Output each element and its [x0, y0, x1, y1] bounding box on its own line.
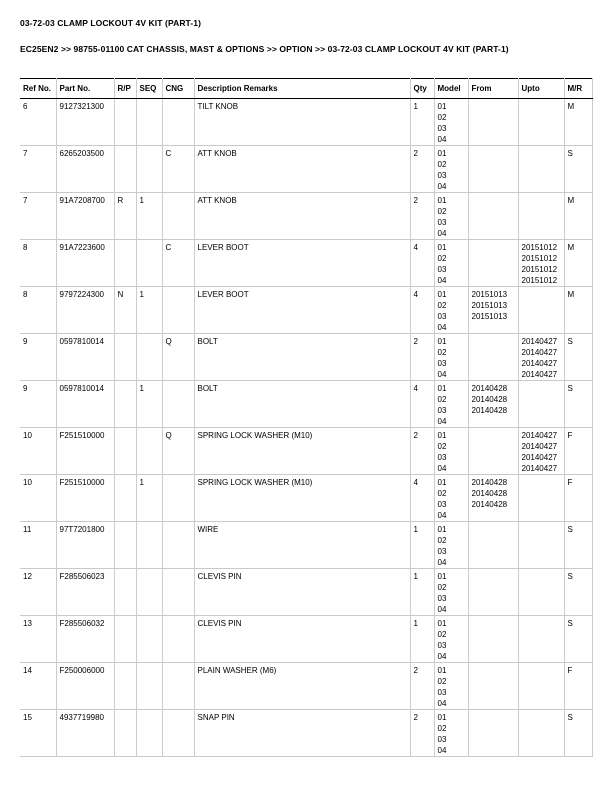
cell-part-no: 91A7223600: [56, 240, 114, 287]
cell-cng: [162, 193, 194, 240]
header-row: [20, 79, 592, 99]
cell-from-line: 20140428: [471, 406, 508, 415]
cell-from: [468, 616, 518, 663]
cell-description: BOLT: [194, 334, 410, 381]
cell-upto: [518, 522, 564, 569]
cell-rp: N: [114, 287, 136, 334]
cell-upto: [518, 569, 564, 616]
cell-from: [468, 381, 518, 428]
cell-mr: S: [564, 334, 592, 381]
cell-mr: S: [564, 381, 592, 428]
cell-upto: [518, 334, 564, 381]
cell-mr: M: [564, 99, 592, 146]
cell-seq: 1: [136, 193, 162, 240]
cell-part-no: 0597810014: [56, 334, 114, 381]
cell-model-line: 04: [437, 558, 447, 567]
cell-ref-no: 10: [20, 475, 56, 522]
cell-from: [468, 428, 518, 475]
cell-model-line: 03: [437, 312, 447, 321]
cell-mr: F: [564, 428, 592, 475]
cell-qty: 1: [410, 569, 434, 616]
cell-model-line: 04: [437, 229, 447, 238]
cell-model-line: 02: [437, 160, 447, 169]
cell-model-line: 01: [437, 713, 447, 722]
cell-model-line: 01: [437, 196, 447, 205]
cell-qty: 4: [410, 240, 434, 287]
cell-cng: [162, 475, 194, 522]
cell-upto: [518, 663, 564, 710]
cell-upto: [518, 146, 564, 193]
cell-upto-line: 20151012: [521, 254, 558, 263]
cell-qty: 4: [410, 475, 434, 522]
cell-seq: [136, 710, 162, 757]
cell-upto-line: 20140427: [521, 431, 558, 440]
cell-from-line: 20140428: [471, 500, 508, 509]
cell-upto: [518, 99, 564, 146]
cell-model-line: 03: [437, 547, 447, 556]
cell-part-no: F285506023: [56, 569, 114, 616]
cell-mr: F: [564, 475, 592, 522]
cell-model-line: 03: [437, 171, 447, 180]
cell-from: [468, 334, 518, 381]
cell-description: ATT KNOB: [194, 193, 410, 240]
cell-mr: S: [564, 146, 592, 193]
cell-seq: [136, 522, 162, 569]
cell-description: CLEVIS PIN: [194, 569, 410, 616]
cell-part-no: F250006000: [56, 663, 114, 710]
cell-model-line: 04: [437, 135, 447, 144]
table-row: [20, 146, 592, 193]
cell-mr: M: [564, 287, 592, 334]
cell-description: TILT KNOB: [194, 99, 410, 146]
cell-model-line: 02: [437, 724, 447, 733]
column-header-from: From: [468, 79, 518, 99]
cell-seq: [136, 334, 162, 381]
cell-mr: S: [564, 616, 592, 663]
cell-qty: 1: [410, 616, 434, 663]
cell-ref-no: 13: [20, 616, 56, 663]
cell-from-line: 20140428: [471, 478, 508, 487]
cell-qty: 2: [410, 663, 434, 710]
cell-model: [434, 99, 468, 146]
cell-from: [468, 710, 518, 757]
cell-part-no: 6265203500: [56, 146, 114, 193]
cell-from-line: 20151013: [471, 312, 508, 321]
cell-qty: 4: [410, 381, 434, 428]
cell-mr: M: [564, 240, 592, 287]
cell-description: WIRE: [194, 522, 410, 569]
cell-model-line: 02: [437, 536, 447, 545]
column-header-ref-no: Ref No.: [20, 79, 56, 99]
cell-model-line: 02: [437, 583, 447, 592]
cell-upto-line: 20140427: [521, 337, 558, 346]
cell-ref-no: 15: [20, 710, 56, 757]
cell-seq: [136, 146, 162, 193]
table-row: [20, 334, 592, 381]
cell-from: [468, 475, 518, 522]
cell-ref-no: 12: [20, 569, 56, 616]
cell-part-no: 9797224300: [56, 287, 114, 334]
cell-model: [434, 381, 468, 428]
cell-upto: [518, 193, 564, 240]
cell-from: [468, 287, 518, 334]
cell-model-line: 01: [437, 102, 447, 111]
cell-cng: [162, 381, 194, 428]
table-row: [20, 475, 592, 522]
cell-model: [434, 663, 468, 710]
cell-seq: 1: [136, 475, 162, 522]
cell-model-line: 04: [437, 182, 447, 191]
column-header-model: Model: [434, 79, 468, 99]
cell-model-line: 01: [437, 337, 447, 346]
column-header-seq: SEQ: [136, 79, 162, 99]
cell-model-line: 03: [437, 453, 447, 462]
cell-model: [434, 569, 468, 616]
cell-cng: Q: [162, 334, 194, 381]
cell-model-line: 02: [437, 677, 447, 686]
cell-cng: Q: [162, 428, 194, 475]
cell-from: [468, 569, 518, 616]
cell-model-line: 04: [437, 417, 447, 426]
table-row: [20, 99, 592, 146]
cell-cng: [162, 569, 194, 616]
page-title: 03-72-03 CLAMP LOCKOUT 4V KIT (PART-1): [20, 18, 202, 28]
cell-ref-no: 7: [20, 146, 56, 193]
cell-model-line: 01: [437, 525, 447, 534]
cell-part-no: 97T7201800: [56, 522, 114, 569]
cell-model: [434, 146, 468, 193]
cell-model-line: 02: [437, 348, 447, 357]
cell-model-line: 01: [437, 290, 447, 299]
cell-from: [468, 146, 518, 193]
cell-part-no: F251510000: [56, 428, 114, 475]
cell-part-no: 4937719980: [56, 710, 114, 757]
cell-model-line: 03: [437, 406, 447, 415]
cell-ref-no: 7: [20, 193, 56, 240]
cell-cng: C: [162, 146, 194, 193]
cell-from: [468, 522, 518, 569]
cell-description: CLEVIS PIN: [194, 616, 410, 663]
cell-qty: 1: [410, 99, 434, 146]
cell-model: [434, 710, 468, 757]
cell-upto: [518, 616, 564, 663]
cell-cng: [162, 522, 194, 569]
cell-upto: [518, 710, 564, 757]
cell-rp: [114, 381, 136, 428]
cell-part-no: F285506032: [56, 616, 114, 663]
cell-qty: 2: [410, 710, 434, 757]
cell-ref-no: 9: [20, 334, 56, 381]
cell-ref-no: 8: [20, 287, 56, 334]
cell-upto-line: 20151012: [521, 276, 558, 285]
cell-model-line: 01: [437, 431, 447, 440]
cell-model-line: 03: [437, 500, 447, 509]
cell-model-line: 04: [437, 746, 447, 755]
cell-cng: [162, 710, 194, 757]
cell-description: LEVER BOOT: [194, 287, 410, 334]
cell-upto-line: 20151012: [521, 265, 558, 274]
cell-model-line: 02: [437, 630, 447, 639]
cell-upto-line: 20140427: [521, 359, 558, 368]
cell-mr: S: [564, 522, 592, 569]
cell-qty: 2: [410, 146, 434, 193]
cell-rp: [114, 146, 136, 193]
cell-model-line: 01: [437, 149, 447, 158]
table-row: [20, 522, 592, 569]
cell-upto-line: 20140427: [521, 464, 558, 473]
column-header-mr: M/R: [564, 79, 592, 99]
cell-upto: [518, 475, 564, 522]
cell-seq: [136, 99, 162, 146]
cell-model-line: 02: [437, 442, 447, 451]
cell-rp: [114, 616, 136, 663]
cell-rp: [114, 569, 136, 616]
column-header-cng: CNG: [162, 79, 194, 99]
cell-upto: [518, 287, 564, 334]
cell-part-no: 91A7208700: [56, 193, 114, 240]
table-row: [20, 381, 592, 428]
cell-rp: [114, 710, 136, 757]
cell-mr: M: [564, 193, 592, 240]
cell-ref-no: 9: [20, 381, 56, 428]
cell-seq: [136, 616, 162, 663]
table-row: [20, 287, 592, 334]
cell-description: SPRING LOCK WASHER (M10): [194, 428, 410, 475]
cell-ref-no: 14: [20, 663, 56, 710]
cell-model-line: 02: [437, 207, 447, 216]
cell-model-line: 02: [437, 301, 447, 310]
column-header-rp: R/P: [114, 79, 136, 99]
cell-cng: C: [162, 240, 194, 287]
cell-seq: [136, 569, 162, 616]
column-header-upto: Upto: [518, 79, 564, 99]
cell-model: [434, 475, 468, 522]
cell-qty: 4: [410, 287, 434, 334]
cell-model-line: 03: [437, 124, 447, 133]
cell-description: SPRING LOCK WASHER (M10): [194, 475, 410, 522]
cell-upto: [518, 381, 564, 428]
cell-rp: [114, 334, 136, 381]
cell-model-line: 02: [437, 395, 447, 404]
table-row: [20, 663, 592, 710]
cell-cng: [162, 663, 194, 710]
cell-model-line: 03: [437, 735, 447, 744]
cell-from: [468, 193, 518, 240]
cell-from: [468, 99, 518, 146]
cell-cng: [162, 287, 194, 334]
cell-from-line: 20140428: [471, 395, 508, 404]
cell-rp: [114, 99, 136, 146]
cell-model-line: 04: [437, 605, 447, 614]
cell-from: [468, 663, 518, 710]
cell-model-line: 01: [437, 384, 447, 393]
cell-model-line: 02: [437, 113, 447, 122]
parts-table: [20, 78, 593, 757]
cell-model-line: 03: [437, 359, 447, 368]
cell-model-line: 04: [437, 699, 447, 708]
table-row: [20, 240, 592, 287]
cell-upto-line: 20140427: [521, 370, 558, 379]
cell-upto-line: 20140427: [521, 453, 558, 462]
cell-description: SNAP PIN: [194, 710, 410, 757]
cell-rp: R: [114, 193, 136, 240]
cell-model: [434, 287, 468, 334]
cell-upto: [518, 240, 564, 287]
cell-upto-line: 20140427: [521, 348, 558, 357]
cell-model: [434, 334, 468, 381]
cell-ref-no: 6: [20, 99, 56, 146]
column-header-part-no: Part No.: [56, 79, 114, 99]
cell-rp: [114, 475, 136, 522]
cell-seq: [136, 663, 162, 710]
cell-model-line: 03: [437, 265, 447, 274]
cell-from-line: 20140428: [471, 489, 508, 498]
cell-from-line: 20151013: [471, 301, 508, 310]
cell-seq: 1: [136, 287, 162, 334]
cell-mr: F: [564, 663, 592, 710]
cell-mr: S: [564, 569, 592, 616]
cell-description: PLAIN WASHER (M6): [194, 663, 410, 710]
cell-from: [468, 240, 518, 287]
cell-model-line: 01: [437, 666, 447, 675]
cell-mr: S: [564, 710, 592, 757]
cell-from-line: 20151013: [471, 290, 508, 299]
cell-qty: 1: [410, 522, 434, 569]
table-row: [20, 710, 592, 757]
cell-model-line: 02: [437, 489, 447, 498]
cell-seq: [136, 240, 162, 287]
cell-rp: [114, 428, 136, 475]
cell-model-line: 01: [437, 572, 447, 581]
cell-qty: 2: [410, 193, 434, 240]
cell-seq: 1: [136, 381, 162, 428]
cell-model-line: 01: [437, 619, 447, 628]
parts-table-header: [20, 79, 592, 99]
cell-upto: [518, 428, 564, 475]
cell-model-line: 01: [437, 478, 447, 487]
cell-ref-no: 8: [20, 240, 56, 287]
cell-part-no: 0597810014: [56, 381, 114, 428]
cell-model: [434, 240, 468, 287]
cell-model: [434, 616, 468, 663]
cell-model: [434, 522, 468, 569]
cell-model-line: 03: [437, 641, 447, 650]
cell-upto-line: 20140427: [521, 442, 558, 451]
cell-description: ATT KNOB: [194, 146, 410, 193]
cell-model-line: 04: [437, 511, 447, 520]
cell-part-no: 9127321300: [56, 99, 114, 146]
cell-model-line: 02: [437, 254, 447, 263]
cell-model: [434, 428, 468, 475]
cell-model: [434, 193, 468, 240]
cell-model-line: 01: [437, 243, 447, 252]
cell-model-line: 04: [437, 323, 447, 332]
cell-model-line: 03: [437, 688, 447, 697]
cell-qty: 2: [410, 334, 434, 381]
cell-cng: [162, 99, 194, 146]
column-header-description: Description Remarks: [194, 79, 410, 99]
cell-cng: [162, 616, 194, 663]
cell-part-no: F251510000: [56, 475, 114, 522]
cell-rp: [114, 663, 136, 710]
cell-model-line: 03: [437, 218, 447, 227]
table-row: [20, 616, 592, 663]
cell-model-line: 04: [437, 464, 447, 473]
breadcrumb: EC25EN2 >> 98755-01100 CAT CHASSIS, MAST & OPTIONS >> OPTION >> 03-72-03 CLAMP LOCKOUT 4V KIT (PART-1): [20, 44, 509, 54]
cell-ref-no: 11: [20, 522, 56, 569]
cell-rp: [114, 240, 136, 287]
parts-table-body: [20, 99, 592, 757]
cell-description: LEVER BOOT: [194, 240, 410, 287]
cell-model-line: 03: [437, 594, 447, 603]
cell-upto-line: 20151012: [521, 243, 558, 252]
cell-model-line: 04: [437, 370, 447, 379]
cell-ref-no: 10: [20, 428, 56, 475]
table-row: [20, 428, 592, 475]
cell-model-line: 04: [437, 652, 447, 661]
cell-from-line: 20140428: [471, 384, 508, 393]
cell-description: BOLT: [194, 381, 410, 428]
cell-seq: [136, 428, 162, 475]
cell-qty: 2: [410, 428, 434, 475]
table-row: [20, 569, 592, 616]
cell-rp: [114, 522, 136, 569]
table-row: [20, 193, 592, 240]
column-header-qty: Qty: [410, 79, 434, 99]
cell-model-line: 04: [437, 276, 447, 285]
